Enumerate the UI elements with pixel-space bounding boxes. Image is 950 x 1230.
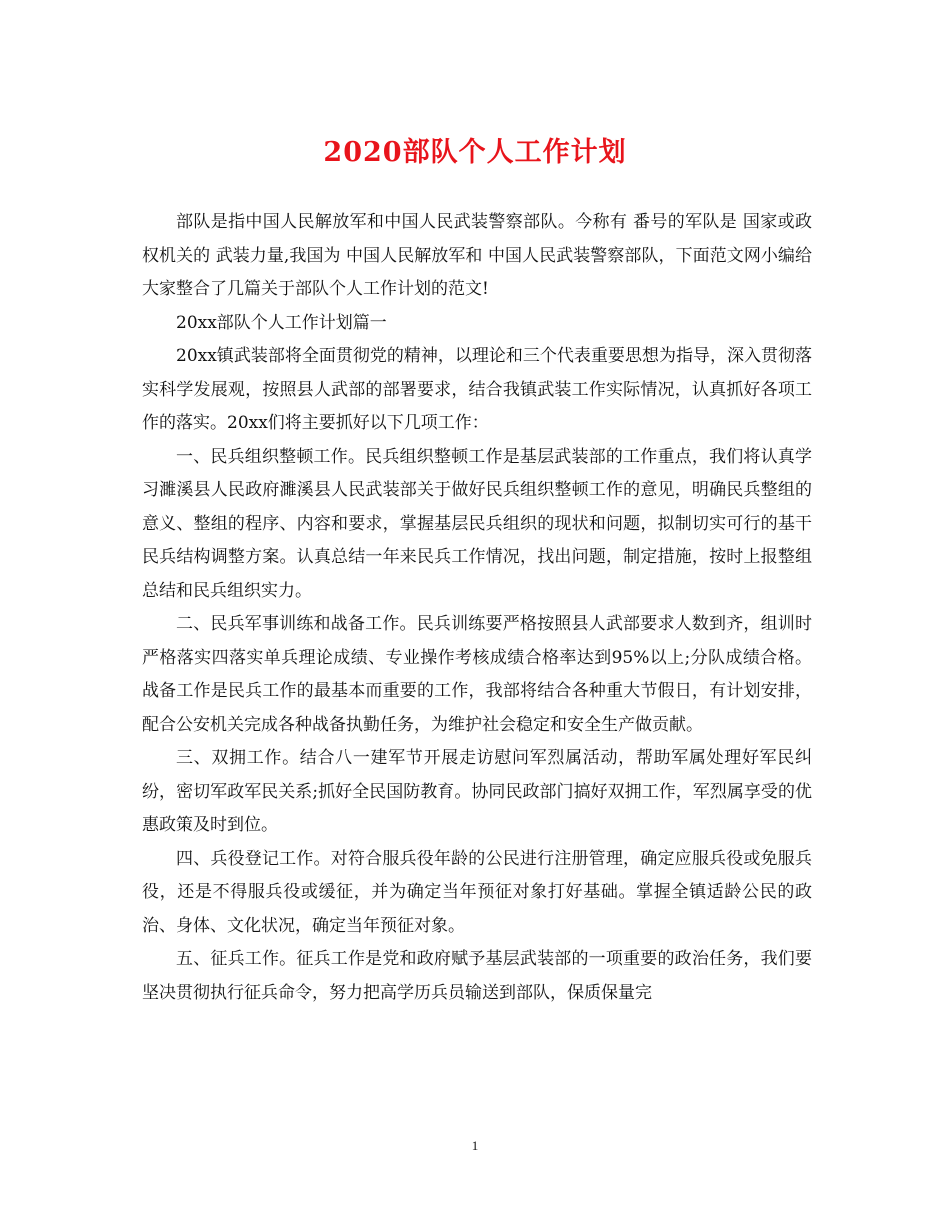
section-heading: 20xx部队个人工作计划篇一	[176, 312, 387, 333]
body-paragraph: 二、民兵军事训练和战备工作。民兵训练要严格按照县人武部要求人数到齐，组训时严格落实四落实单兵理论成绩、专业操作考核成绩合格率达到95%以上;分队成绩合格。战备工作是民兵工作的最基本而重要的工作，我部将结合各种重大节假日，有计划安排，配合公安机关完成各种战备执勤任务，为维护社会稳定和安全生产做贡献。	[142, 614, 812, 735]
body-paragraph: 20xx镇武装部将全面贯彻党的精神，以理论和三个代表重要思想为指导，深入贯彻落实科学发展观，按照县人武部的部署要求，结合我镇武装工作实际情况，认真抓好各项工作的落实。20xx们将主要抓好以下几项工作：	[142, 346, 812, 433]
document-title: 2020部队个人工作计划	[323, 137, 627, 168]
body-paragraph: 一、民兵组织整顿工作。民兵组织整顿工作是基层武装部的工作重点，我们将认真学习濉溪县人民政府濉溪县人民武装部关于做好民兵组织整顿工作的意见，明确民兵整组的意义、整组的程序、内容和要求，掌握基层民兵组织的现状和问题，拟制切实可行的基干民兵结构调整方案。认真总结一年来民兵工作情况，找出问题，制定措施，按时上报整组总结和民兵组织实力。	[142, 446, 812, 601]
body-paragraph: 四、兵役登记工作。对符合服兵役年龄的公民进行注册管理，确定应服兵役或免服兵役，还是不得服兵役或缓征，并为确定当年预征对象打好基础。掌握全镇适龄公民的政治、身体、文化状况，确定当年预征对象。	[142, 848, 812, 936]
page-number: 1	[471, 1138, 479, 1153]
intro-paragraph: 部队是指中国人民解放军和中国人民武装警察部队。今称有 番号的军队是 国家或政权机关的 武装力量,我国为 中国人民解放军和 中国人民武装警察部队，下面范文网小编给大家整合了几篇关于部队个人工作计划的范文!	[142, 212, 812, 299]
body-paragraph: 五、征兵工作。征兵工作是党和政府赋予基层武装部的一项重要的政治任务，我们要坚决贯彻执行征兵命令，努力把高学历兵员输送到部队，保质保量完	[142, 949, 812, 1003]
body-paragraph: 三、双拥工作。结合八一建军节开展走访慰问军烈属活动，帮助军属处理好军民纠纷，密切军政军民关系;抓好全民国防教育。协同民政部门搞好双拥工作，军烈属享受的优惠政策及时到位。	[142, 748, 812, 835]
document-body	[142, 206, 812, 1010]
